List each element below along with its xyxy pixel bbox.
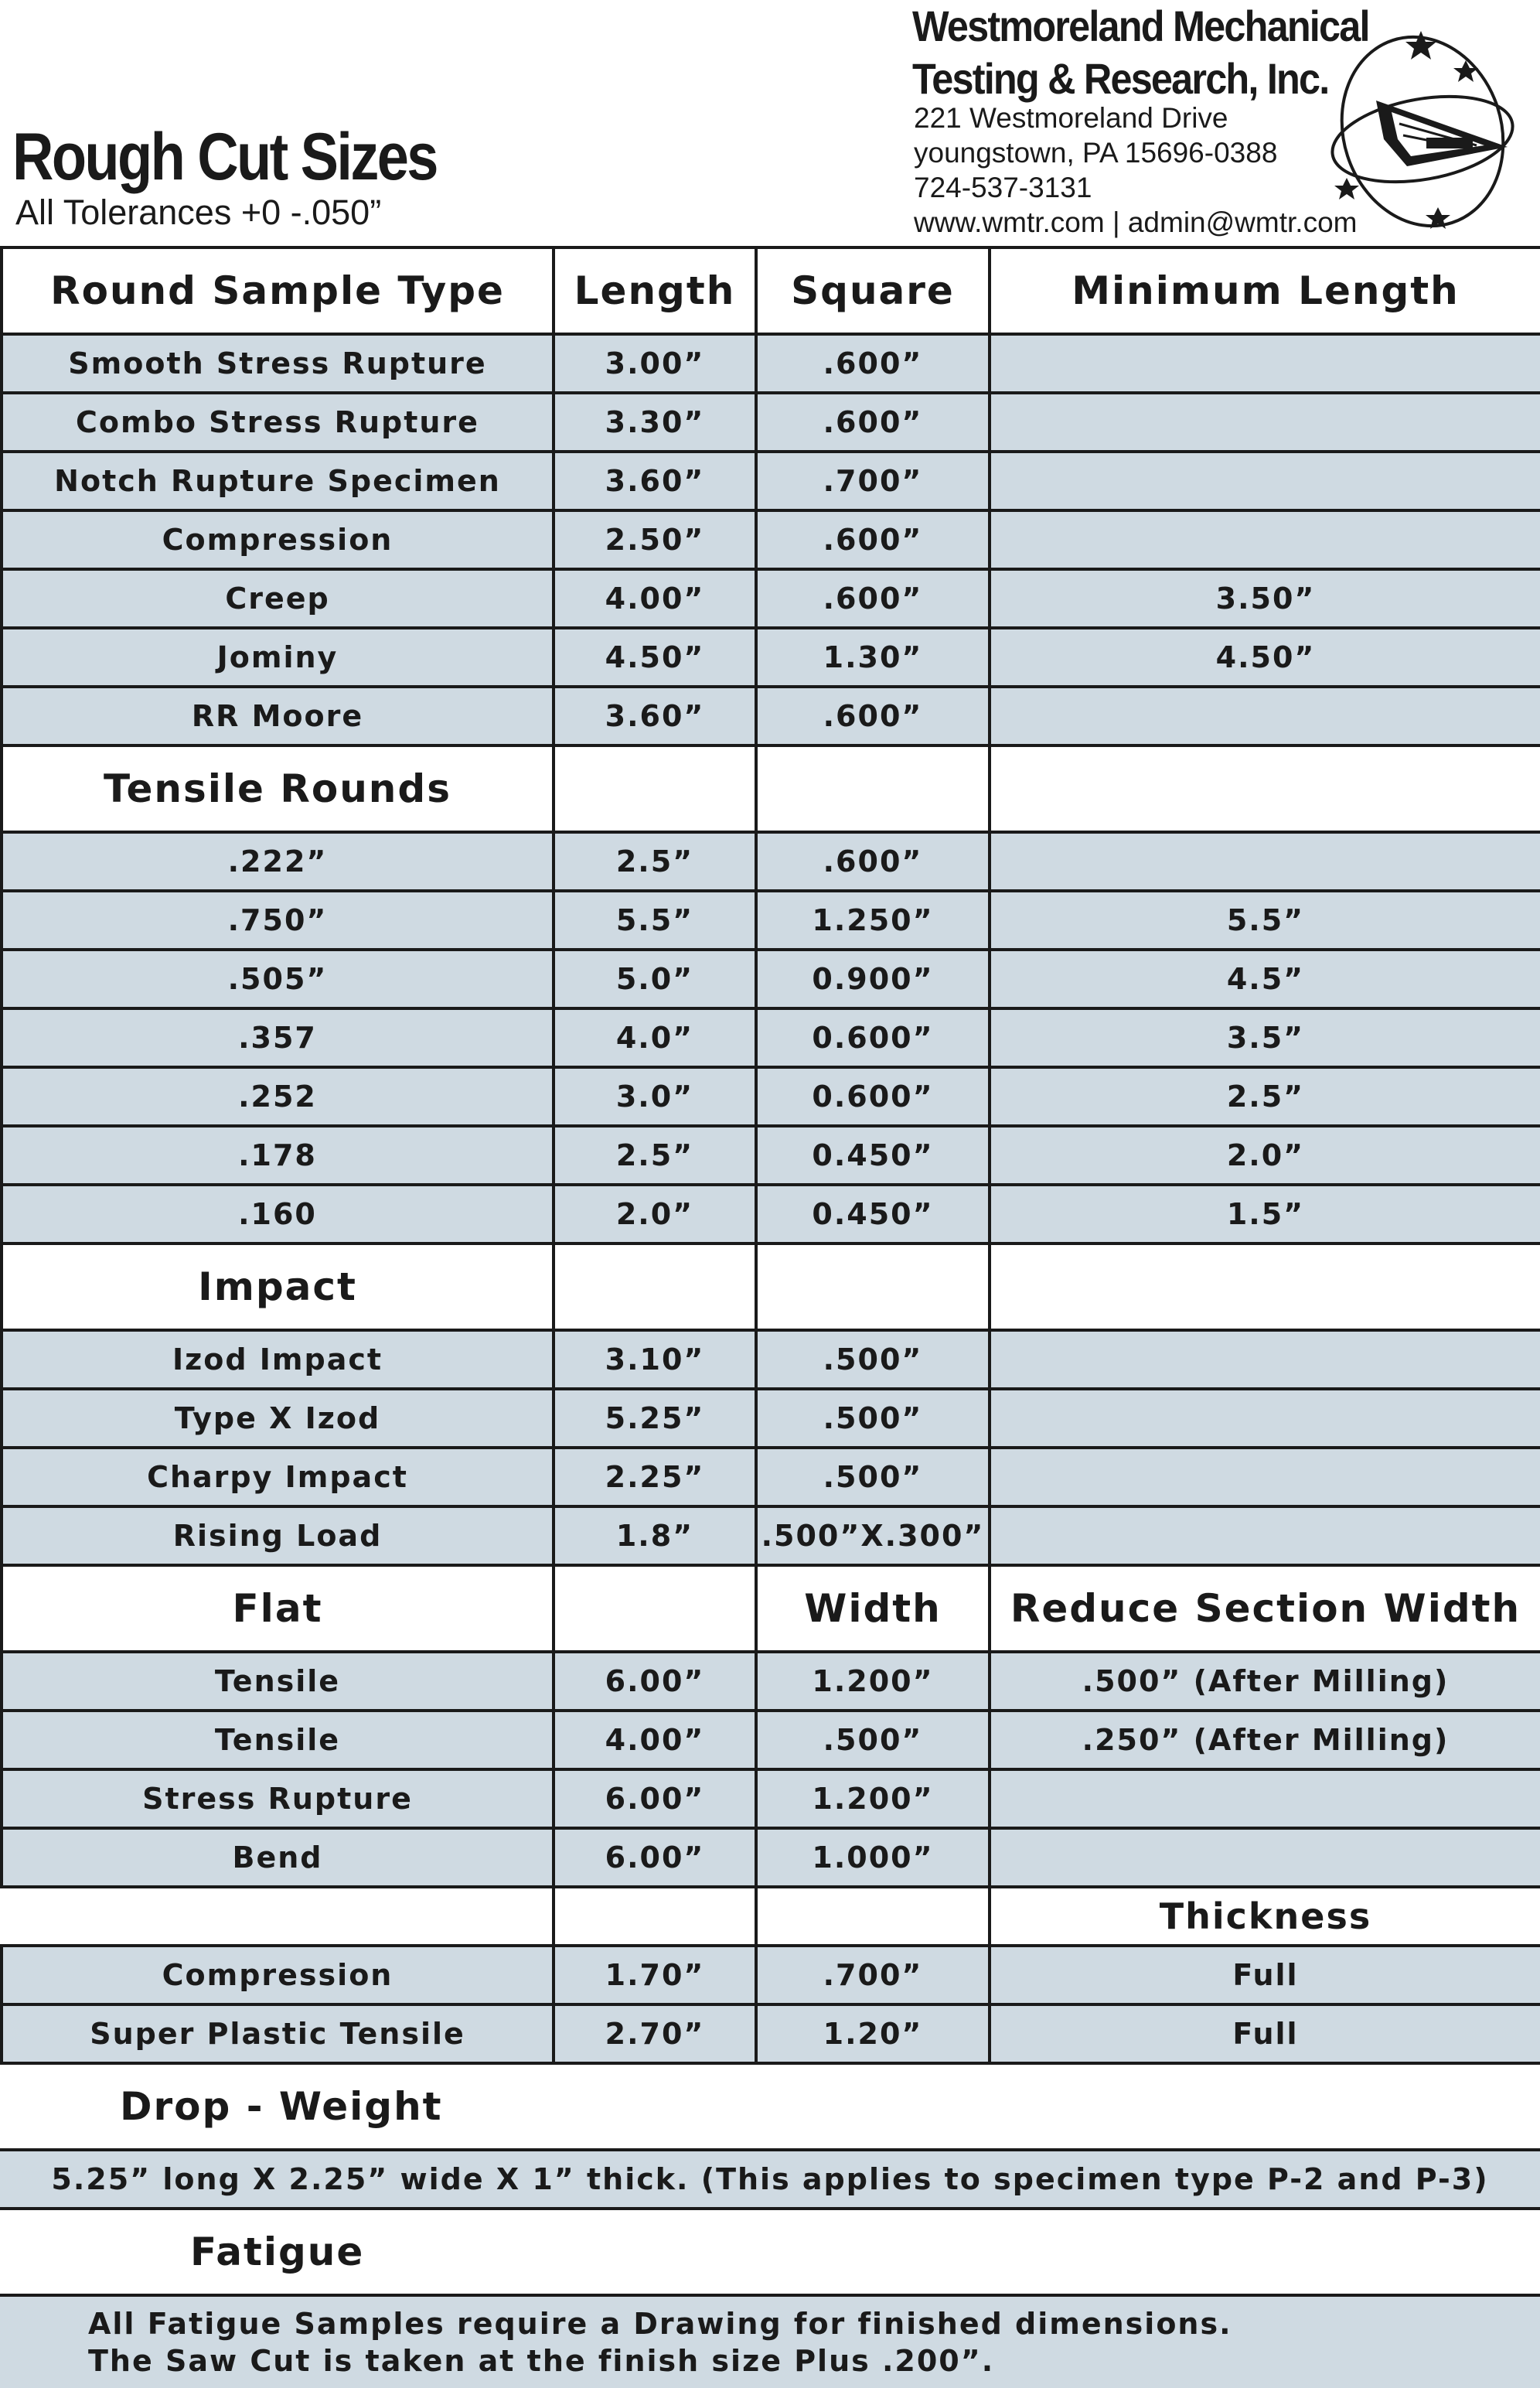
empty-cell (755, 747, 988, 831)
table-row (0, 834, 1540, 892)
sample-type-cell: Bend (0, 1830, 552, 1885)
empty-cell (755, 1888, 988, 1944)
width-cell: 1.000” (755, 1830, 988, 1885)
table-row (0, 1653, 1540, 1712)
width-cell: 1.20” (755, 2006, 988, 2062)
length-cell: 3.10” (552, 1332, 755, 1387)
minimum-length-cell: 5.5” (988, 892, 1540, 948)
length-cell: 3.30” (552, 394, 755, 450)
minimum-length-cell: 2.0” (988, 1127, 1540, 1183)
minimum-length-cell (988, 512, 1540, 568)
section-heading-row (0, 2065, 1540, 2151)
sample-type-cell: Compression (0, 1947, 552, 2003)
square-cell: 0.450” (755, 1127, 988, 1183)
width-cell: .500” (755, 1712, 988, 1768)
table-row (0, 2297, 1540, 2388)
square-cell: .700” (755, 453, 988, 509)
table-row (0, 688, 1540, 747)
thickness-heading: Thickness (988, 1888, 1540, 1944)
length-cell: 2.0” (552, 1186, 755, 1242)
empty-cell (552, 1245, 755, 1329)
reduce-section-cell (988, 1771, 1540, 1827)
length-cell: 4.00” (552, 1712, 755, 1768)
table-row (0, 1771, 1540, 1830)
table-row (0, 1127, 1540, 1186)
length-cell: 3.0” (552, 1069, 755, 1124)
square-cell: 0.900” (755, 951, 988, 1007)
page-title: Rough Cut Sizes (12, 120, 437, 194)
header-length: Length (552, 249, 755, 333)
fatigue-heading: Fatigue (190, 2229, 365, 2274)
square-cell: .600” (755, 512, 988, 568)
header-square: Square (755, 249, 988, 333)
company-name (912, 0, 1369, 105)
minimum-length-cell (988, 336, 1540, 391)
phone-number: 724-537-3131 (914, 172, 1092, 203)
company-address (914, 101, 1357, 240)
reduce-section-cell: .250” (After Milling) (988, 1712, 1540, 1768)
length-cell: 5.25” (552, 1390, 755, 1446)
length-cell: 2.70” (552, 2006, 755, 2062)
sample-type-cell: Smooth Stress Rupture (0, 336, 552, 391)
fatigue-line-2: The Saw Cut is taken at the finish size Plus .200”. (88, 2344, 995, 2378)
length-cell: 2.50” (552, 512, 755, 568)
width-cell: 1.200” (755, 1771, 988, 1827)
sample-type-cell: .505” (0, 951, 552, 1007)
square-cell: .500”X.300” (755, 1508, 988, 1564)
minimum-length-cell: 2.5” (988, 1069, 1540, 1124)
minimum-length-cell (988, 453, 1540, 509)
minimum-length-cell (988, 1449, 1540, 1505)
square-cell: .600” (755, 394, 988, 450)
sample-type-cell: Combo Stress Rupture (0, 394, 552, 450)
minimum-length-cell: 4.5” (988, 951, 1540, 1007)
web-email: www.wmtr.com | admin@wmtr.com (914, 206, 1358, 238)
sample-type-cell: Super Plastic Tensile (0, 2006, 552, 2062)
header-minimum-length: Minimum Length (988, 249, 1540, 333)
table-row (0, 1390, 1540, 1449)
empty-cell (552, 1567, 755, 1650)
sample-type-cell: Charpy Impact (0, 1449, 552, 1505)
tensile-rounds-heading: Tensile Rounds (0, 747, 552, 831)
sample-type-cell: Izod Impact (0, 1332, 552, 1387)
square-cell: .500” (755, 1332, 988, 1387)
sample-type-cell: .178 (0, 1127, 552, 1183)
reduce-section-cell: .500” (After Milling) (988, 1653, 1540, 1709)
empty-cell (988, 747, 1540, 831)
minimum-length-cell (988, 1390, 1540, 1446)
table-row (0, 1010, 1540, 1069)
length-cell: 1.70” (552, 1947, 755, 2003)
table-row (0, 892, 1540, 951)
length-cell: 5.5” (552, 892, 755, 948)
table-row (0, 453, 1540, 512)
table-row (0, 571, 1540, 629)
sample-type-cell: Notch Rupture Specimen (0, 453, 552, 509)
table-header-row (0, 246, 1540, 336)
rough-cut-table (0, 246, 1540, 2388)
square-cell: 0.600” (755, 1010, 988, 1066)
drop-weight-heading: Drop - Weight (120, 2084, 443, 2129)
impact-heading: Impact (0, 1245, 552, 1329)
tolerance-subtitle: All Tolerances +0 -.050” (15, 193, 382, 232)
thickness-cell: Full (988, 2006, 1540, 2062)
sample-type-cell: Creep (0, 571, 552, 626)
sample-type-cell: Tensile (0, 1653, 552, 1709)
table-row (0, 2151, 1540, 2210)
empty-cell (552, 747, 755, 831)
length-cell: 1.8” (552, 1508, 755, 1564)
square-cell: 1.250” (755, 892, 988, 948)
square-cell: .600” (755, 688, 988, 744)
length-cell: 4.50” (552, 629, 755, 685)
table-row (0, 2006, 1540, 2065)
fatigue-description (0, 2297, 1540, 2388)
length-cell: 4.00” (552, 571, 755, 626)
empty-cell (988, 1245, 1540, 1329)
table-row (0, 394, 1540, 453)
width-heading: Width (755, 1567, 988, 1650)
length-cell: 2.5” (552, 1127, 755, 1183)
sample-type-cell: Tensile (0, 1712, 552, 1768)
section-heading-row (0, 1888, 1540, 1947)
minimum-length-cell: 3.50” (988, 571, 1540, 626)
minimum-length-cell (988, 394, 1540, 450)
drop-weight-description: 5.25” long X 2.25” wide X 1” thick. (This applies to specimen type P-2 and P-3) (51, 2162, 1489, 2196)
sample-type-cell: .750” (0, 892, 552, 948)
sample-type-cell: Stress Rupture (0, 1771, 552, 1827)
minimum-length-cell (988, 688, 1540, 744)
sample-type-cell: .222” (0, 834, 552, 889)
section-heading-row (0, 747, 1540, 834)
empty-cell (552, 1888, 755, 1944)
table-row (0, 1332, 1540, 1390)
section-heading-row (0, 2210, 1540, 2297)
company-name-line1: Westmoreland Mechanical (912, 2, 1369, 50)
sample-type-cell: .160 (0, 1186, 552, 1242)
width-cell: .700” (755, 1947, 988, 2003)
table-row (0, 951, 1540, 1010)
company-name-line2: Testing & Research, Inc. (912, 54, 1329, 103)
sample-type-cell: .357 (0, 1010, 552, 1066)
table-row (0, 1947, 1540, 2006)
length-cell: 4.0” (552, 1010, 755, 1066)
table-row (0, 1508, 1540, 1567)
length-cell: 6.00” (552, 1771, 755, 1827)
address-city: youngstown, PA 15696-0388 (914, 137, 1278, 169)
section-heading-row (0, 1245, 1540, 1332)
sample-type-cell: .252 (0, 1069, 552, 1124)
sample-type-cell: Jominy (0, 629, 552, 685)
table-row (0, 336, 1540, 394)
sample-type-cell: RR Moore (0, 688, 552, 744)
square-cell: .600” (755, 571, 988, 626)
address-street: 221 Westmoreland Drive (914, 102, 1228, 134)
reduce-section-cell (988, 1830, 1540, 1885)
fatigue-line-1: All Fatigue Samples require a Drawing for finished dimensions. (88, 2307, 1232, 2341)
sample-type-cell: Type X Izod (0, 1390, 552, 1446)
section-heading-row (0, 1567, 1540, 1653)
sample-type-cell: Compression (0, 512, 552, 568)
table-row (0, 1712, 1540, 1771)
table-row (0, 1069, 1540, 1127)
minimum-length-cell (988, 1508, 1540, 1564)
length-cell: 2.5” (552, 834, 755, 889)
table-row (0, 512, 1540, 571)
square-cell: .500” (755, 1449, 988, 1505)
minimum-length-cell (988, 1332, 1540, 1387)
length-cell: 3.60” (552, 453, 755, 509)
header-round-sample-type: Round Sample Type (0, 249, 552, 333)
square-cell: .600” (755, 336, 988, 391)
table-row (0, 1830, 1540, 1888)
width-cell: 1.200” (755, 1653, 988, 1709)
empty-cell (0, 1888, 552, 1944)
table-row (0, 1449, 1540, 1508)
flat-heading: Flat (0, 1567, 552, 1650)
minimum-length-cell: 3.5” (988, 1010, 1540, 1066)
square-cell: .600” (755, 834, 988, 889)
table-row (0, 629, 1540, 688)
thickness-cell: Full (988, 1947, 1540, 2003)
table-row (0, 1186, 1540, 1245)
square-cell: 1.30” (755, 629, 988, 685)
length-cell: 3.60” (552, 688, 755, 744)
sample-type-cell: Rising Load (0, 1508, 552, 1564)
square-cell: .500” (755, 1390, 988, 1446)
length-cell: 2.25” (552, 1449, 755, 1505)
square-cell: 0.450” (755, 1186, 988, 1242)
minimum-length-cell: 4.50” (988, 629, 1540, 685)
empty-cell (755, 1245, 988, 1329)
length-cell: 3.00” (552, 336, 755, 391)
minimum-length-cell: 1.5” (988, 1186, 1540, 1242)
length-cell: 6.00” (552, 1653, 755, 1709)
length-cell: 5.0” (552, 951, 755, 1007)
reduce-section-width-heading: Reduce Section Width (988, 1567, 1540, 1650)
minimum-length-cell (988, 834, 1540, 889)
star-orbit-logo-icon (1330, 23, 1515, 240)
length-cell: 6.00” (552, 1830, 755, 1885)
square-cell: 0.600” (755, 1069, 988, 1124)
